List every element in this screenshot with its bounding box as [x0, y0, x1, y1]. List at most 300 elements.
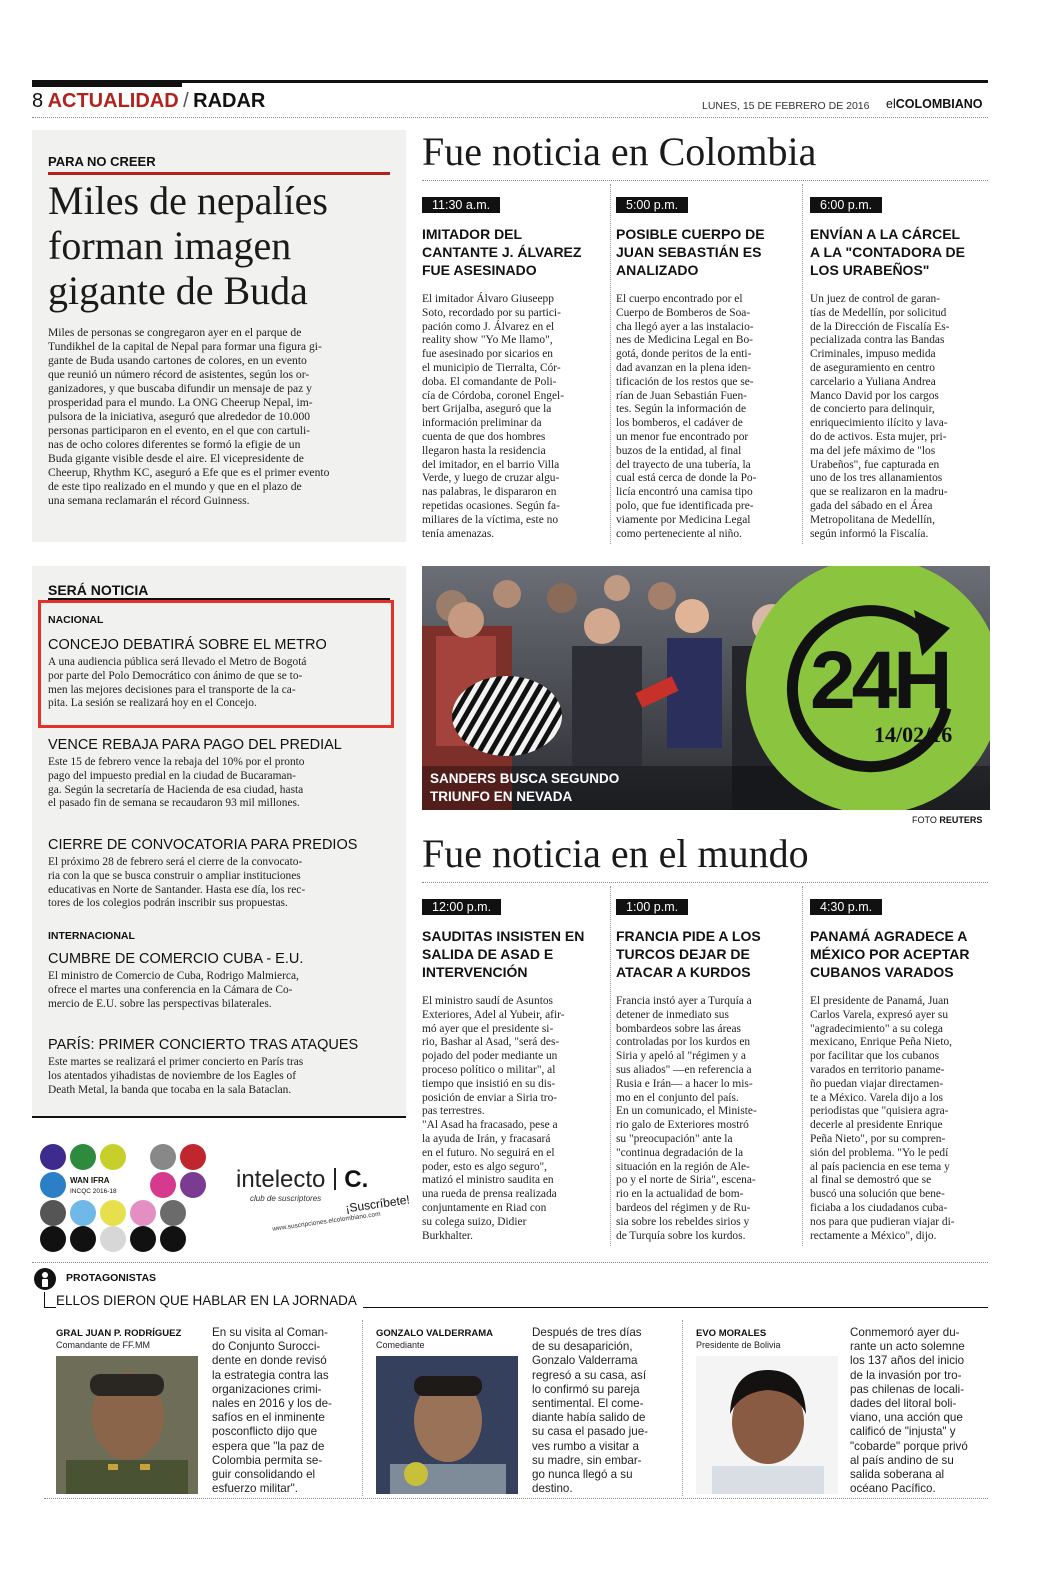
body-line: bardeos del régimen y de Ru-	[616, 1201, 751, 1214]
body-line: del imitador, en el barrio Villa	[422, 458, 560, 471]
story-body	[810, 995, 990, 1243]
item-body	[48, 656, 306, 711]
body-line: repetidas ocasiones. Según fa-	[422, 499, 560, 512]
item-body	[48, 856, 305, 911]
headline-line: ENVÍAN A LA CÁRCEL	[810, 226, 961, 242]
24h-label: 24H	[810, 635, 949, 726]
body-line: una rueda de prensa realizada	[422, 1188, 557, 1201]
protagonist-name: GRAL JUAN P. RODRÍGUEZ	[56, 1328, 182, 1339]
headline-line: forman imagen	[48, 223, 292, 268]
time-tag: 1:00 p.m.	[616, 899, 688, 915]
color-dot	[70, 1226, 96, 1252]
protagonist-photo	[696, 1356, 838, 1494]
time-tag: 11:30 a.m.	[422, 197, 500, 213]
protagonist-name: EVO MORALES	[696, 1328, 767, 1339]
body-line: pas chilenas de locali-	[850, 1382, 965, 1396]
story-headline	[422, 225, 606, 279]
body-line: regresó a su casa, así	[532, 1368, 647, 1382]
body-line: en el futuro. No seguirá en el	[422, 1146, 555, 1159]
story-body	[422, 293, 606, 541]
body-line: su "preocupación" ante la	[616, 1132, 733, 1145]
body-line: los 137 años del inicio	[850, 1354, 965, 1368]
time-tag: 6:00 p.m.	[810, 197, 882, 213]
color-dot	[160, 1200, 186, 1226]
issue-date: LUNES, 15 DE FEBRERO DE 2016	[702, 100, 870, 112]
body-line: bombardeos sobre las áreas	[616, 1022, 741, 1035]
body-line: mercio de E.U. sobre las perspectivas bilaterales.	[48, 997, 272, 1010]
body-line: Rusia e Irán— a hacer lo mis-	[616, 1077, 753, 1090]
body-line: viamente por Medicina Legal	[616, 513, 751, 526]
body-line: de la invasión por tro-	[850, 1368, 962, 1382]
story-body	[422, 995, 606, 1243]
body-line: ria con la que se busca construir o ampliar instituciones	[48, 869, 301, 882]
wan-ifra-badge	[36, 1140, 208, 1252]
body-line: sia sobre los rebeldes sirios y	[616, 1215, 750, 1228]
body-line: por parte del Polo Democrático con ánimo de que se to-	[48, 669, 303, 682]
body-line: Conmemoró ayer du-	[850, 1326, 960, 1339]
body-line: En un comunicado, el Ministe-	[616, 1105, 757, 1118]
headline-line: PANAMÁ AGRADECE A	[810, 928, 968, 944]
body-line: al final se demostró que se	[810, 1174, 932, 1187]
body-line: salida soberana al	[850, 1468, 945, 1482]
color-dot	[70, 1144, 96, 1170]
story-headline	[810, 927, 990, 981]
body-line: varados en territorio paname-	[810, 1063, 945, 1076]
mundo-heading-rule	[422, 882, 988, 883]
body-line: cuenta de que dos hombres	[422, 430, 546, 443]
column-rule	[610, 886, 611, 1246]
protagonistas-line-vertical	[44, 1292, 45, 1308]
body-line: fue asesinado por sicarios en	[422, 348, 553, 361]
body-line: miliares de la víctima, este no	[422, 513, 559, 526]
body-line: cía de Córdoba, coronel Engel-	[422, 389, 565, 402]
item-title: CIERRE DE CONVOCATORIA PARA PREDIOS	[48, 837, 358, 853]
column-rule	[802, 184, 803, 544]
page-number: 8	[32, 90, 44, 112]
headline-line: IMITADOR DEL	[422, 226, 523, 242]
caption-line: TRIUNFO EN NEVADA	[430, 789, 573, 804]
body-line: pecializada contra las Bandas	[810, 334, 945, 347]
headline-line: Miles de nepalíes	[48, 178, 328, 223]
column-rule	[682, 1320, 683, 1496]
item-body	[48, 756, 305, 811]
body-line: pojado del poder mediante un	[422, 1050, 558, 1063]
mundo-story	[422, 896, 606, 1243]
para-no-creer-rule	[48, 172, 390, 175]
body-line: Cheerup, Rhythm KC, aseguró a Efe que es el primer evento	[48, 466, 330, 479]
body-line: Exteriores, Adel al Yubeir, afir-	[422, 1008, 565, 1021]
body-line: mó ayer que el presidente si-	[422, 1022, 554, 1035]
body-line: Este martes se realizará el primer concierto en París tras	[48, 1056, 304, 1068]
body-line: Manco David por los cargos	[810, 389, 939, 402]
body-line: posición de enviar a Siria tro-	[422, 1091, 558, 1104]
body-line: llegaron hasta la residencia	[422, 444, 546, 457]
item-title: VENCE REBAJA PARA PAGO DEL PREDIAL	[48, 737, 342, 753]
color-dot	[180, 1172, 206, 1198]
headline-line: ATACAR A KURDOS	[616, 964, 751, 980]
body-line: personas participaron en el evento, en el que con cartuli-	[48, 424, 311, 437]
body-line: Buda gigante visible desde el aire. El vicepresidente de	[48, 452, 304, 465]
item-title: CUMBRE DE COMERCIO CUBA - E.U.	[48, 951, 304, 967]
body-line: nas palabras, le dispararon en	[422, 486, 557, 499]
body-line: "continua degradación de la	[616, 1146, 744, 1159]
intelecto-mark: C.	[344, 1166, 369, 1193]
body-line: Después de tres días	[532, 1326, 642, 1339]
section-name: ACTUALIDAD	[47, 90, 179, 112]
body-line: poder, esto es algo seguro",	[422, 1160, 548, 1173]
body-line: pulsora de la iniciativa, aseguró que alrededor de 10.000	[48, 410, 311, 423]
colombia-heading: Fue noticia en Colombia	[422, 129, 817, 174]
protagonist-text	[212, 1326, 332, 1496]
color-dot	[100, 1226, 126, 1252]
body-line: Criminales, impuso medida	[810, 348, 936, 361]
headline-line: SALIDA DE ASAD E	[422, 946, 554, 962]
body-line: lo confirmó su pareja	[532, 1382, 640, 1396]
body-line: tías de Medellín, por solicitud	[810, 306, 947, 319]
header-bottom-rule	[32, 117, 988, 118]
brand-prefix: el	[886, 97, 896, 111]
color-dot	[160, 1226, 186, 1252]
body-line: tiempo que insistió en su dis-	[422, 1077, 556, 1090]
body-line: decerle al presidente Enrique	[810, 1119, 943, 1132]
headline-line: TURCOS DEJAR DE	[616, 946, 750, 962]
body-line: ganizadores, y que buscaba difundir un mensaje de paz y	[48, 382, 312, 395]
headline-line: ANALIZADO	[616, 262, 699, 278]
body-line: Este 15 de febrero vence la rebaja del 10% por el pronto	[48, 756, 305, 768]
color-dot	[100, 1200, 126, 1226]
intelecto-divider	[334, 1168, 336, 1190]
colombia-story	[616, 194, 800, 541]
brand-logo	[886, 97, 983, 111]
body-line: de su desaparición,	[532, 1340, 633, 1354]
color-dot	[70, 1200, 96, 1226]
body-line: cual está cerca de donde la Po-	[616, 472, 757, 485]
item-body	[48, 1056, 303, 1097]
color-dot	[40, 1172, 66, 1198]
body-line: rio galo de Exteriores mostró	[616, 1119, 749, 1132]
body-line: los bomberos, el cadáver de	[616, 417, 743, 430]
body-line: nas de ocho colores diferentes se formó la efigie de un	[48, 438, 301, 451]
protagonist-photo	[56, 1356, 198, 1494]
body-line: situación en la región de Ale-	[616, 1160, 750, 1173]
protagonist-role: Presidente de Bolivia	[696, 1340, 781, 1350]
body-line: guir consolidando el	[212, 1468, 316, 1482]
body-line: calificó de "injusta" y	[850, 1425, 956, 1439]
page-header	[32, 90, 265, 116]
body-line: polo, que fue identificada pre-	[616, 499, 754, 512]
body-line: ves rumbo a visitar a	[532, 1439, 639, 1453]
body-line: Urabeños", fue capturada en	[810, 458, 940, 471]
body-line: controladas por los kurdos en	[616, 1036, 751, 1049]
intelecto-logo	[236, 1166, 368, 1194]
body-line: Siria y apeló al "régimen y a	[616, 1050, 746, 1063]
body-line: la estrategia contra las	[212, 1368, 329, 1382]
body-line: su casa el pasado jue-	[532, 1425, 649, 1439]
protagonistas-subtitle: ELLOS DIERON QUE HABLAR EN LA JORNADA	[56, 1293, 363, 1308]
body-line: esfuerzo militar".	[212, 1482, 298, 1496]
body-line: ma del jefe máximo de "los	[810, 444, 936, 457]
para-no-creer-headline	[48, 178, 398, 313]
para-no-creer-kicker: PARA NO CREER	[48, 154, 156, 169]
body-line: su madre, sin embar-	[532, 1453, 642, 1467]
body-line: ofrece el martes una conferencia en la Cámara de Co-	[48, 983, 293, 996]
body-line: Francia instó ayer a Turquía a	[616, 995, 752, 1007]
body-line: de Turquía sobre los kurdos.	[616, 1229, 746, 1242]
colombia-heading-rule	[422, 180, 988, 181]
body-line: el pasado fin de semana se recaudaron 93 mil millones.	[48, 797, 300, 810]
body-line: matizó el ministro saudita en	[422, 1174, 554, 1187]
body-line: go nunca llegó a su	[532, 1468, 633, 1482]
body-line: rectamente a México", dijo.	[810, 1229, 937, 1242]
subsection-name: RADAR	[193, 90, 266, 112]
body-line: do Conjunto Surocci-	[212, 1340, 321, 1354]
protagonist-text	[532, 1326, 648, 1496]
body-line: gante de Buda usando cartones de colores, en un evento	[48, 354, 307, 367]
color-dot	[100, 1144, 126, 1170]
body-line: organizaciones crimi-	[212, 1382, 322, 1396]
body-line: Miles de personas se congregaron ayer en el parque de	[48, 326, 302, 339]
body-line: enriquecimiento ilícito y lava-	[810, 417, 948, 430]
body-line: te a México. Varela dijo a los	[810, 1091, 943, 1104]
body-line: sus aliados" —en referencia a	[616, 1063, 752, 1076]
column-rule	[362, 1320, 363, 1496]
colombia-story	[810, 194, 990, 541]
protagonistas-label: PROTAGONISTAS	[66, 1272, 157, 1284]
body-line: detener de inmediato sus	[616, 1008, 729, 1021]
mundo-story	[810, 896, 990, 1243]
body-line: tes. Según la información de	[616, 403, 747, 416]
body-line: El imitador Álvaro Giuseepp	[422, 293, 554, 305]
story-headline	[616, 927, 800, 981]
body-line: El cuerpo encontrado por el	[616, 293, 743, 305]
body-line: buscó una solución que bene-	[810, 1188, 945, 1201]
wan-ifra-sub: INCQC 2016-18	[70, 1188, 117, 1195]
headline-line: CANTANTE J. ÁLVAREZ	[422, 244, 582, 260]
body-line: pación como J. Álvarez en el	[422, 320, 555, 333]
24h-date: 14/02/16	[874, 722, 953, 747]
body-line: "cobarde" porque privó	[850, 1439, 968, 1453]
body-line: sentimental. El come-	[532, 1397, 644, 1411]
body-line: sión del problema. "Yo le pedí	[810, 1146, 949, 1159]
body-line: Burkhalter.	[422, 1229, 473, 1242]
body-line: que reunió un número récord de asistentes, según los or-	[48, 368, 310, 381]
body-line: En su visita al Coman-	[212, 1326, 328, 1339]
24h-badge	[746, 566, 990, 810]
story-body	[810, 293, 990, 541]
photo-credit	[912, 815, 982, 825]
time-tag: 5:00 p.m.	[616, 197, 688, 213]
story-headline	[810, 225, 990, 279]
body-line: mexicano, Enrique Peña Nieto,	[810, 1036, 953, 1049]
body-line: nales en 2016 y los de-	[212, 1397, 332, 1411]
body-line: mo en el conjunto del país.	[616, 1091, 739, 1104]
headline-line: POSIBLE CUERPO DE	[616, 226, 765, 242]
body-line: ficiaba a los ciudadanos cuba-	[810, 1201, 948, 1214]
body-line: periodistas que "quisiera agra-	[810, 1105, 949, 1118]
credit-prefix: FOTO	[912, 815, 937, 825]
body-line: conjuntamente en Riad con	[422, 1201, 547, 1214]
colombia-story	[422, 194, 606, 541]
body-line: al país paciencia en ese tema y	[810, 1160, 950, 1173]
body-line: buzos de la entidad, al final	[616, 444, 742, 457]
protagonist-photo	[376, 1356, 518, 1494]
subscribe-cta[interactable]: ¡Suscríbete!	[344, 1192, 411, 1216]
protagonistas-top-rule	[32, 1262, 988, 1263]
body-line: del trayecto de una tubería, la	[616, 458, 751, 471]
body-line: Soto, recordado por su partici-	[422, 306, 561, 319]
body-line: Verde, y luego de cruzar algu-	[422, 472, 560, 485]
body-line: como perteneciente al niño.	[616, 527, 742, 540]
protagonist-role: Comediante	[376, 1340, 425, 1350]
sanders-photo	[422, 566, 990, 810]
body-line: Tundikhel de la capital de Nepal para formar una figura gi-	[48, 340, 322, 353]
body-line: diante había salido de	[532, 1411, 646, 1425]
column-rule	[610, 184, 611, 544]
nacional-label: NACIONAL	[48, 614, 104, 626]
body-line: reality show "Yo Me llamo",	[422, 334, 553, 347]
color-dot	[180, 1144, 206, 1170]
body-line: do de activos. Esta mujer, pri-	[810, 430, 947, 443]
item-title: PARÍS: PRIMER CONCIERTO TRAS ATAQUES	[48, 1037, 359, 1053]
body-line: posconflicto dijo que	[212, 1425, 318, 1439]
body-line: los atentados yihadistas de noviembre de los Eagles of	[48, 1069, 297, 1082]
headline-line: CUBANOS VARADOS	[810, 964, 954, 980]
body-line: pago del impuesto predial en la ciudad de Bucaraman-	[48, 769, 296, 782]
para-no-creer-body	[48, 326, 396, 508]
body-line: cha llegó ayer a las instalacio-	[616, 320, 754, 333]
body-line: su colega suizo, Didier	[422, 1215, 527, 1228]
body-line: doba. El comandante de Poli-	[422, 375, 557, 388]
color-dot	[150, 1144, 176, 1170]
sera-noticia-kicker: SERÁ NOTICIA	[48, 582, 149, 598]
body-line: gada del sábado en el Área	[810, 499, 933, 512]
body-line: A una audiencia pública será llevado el Metro de Bogotá	[48, 656, 307, 668]
body-line: dades del litoral boli-	[850, 1397, 957, 1411]
body-line: El ministro de Comercio de Cuba, Rodrigo Malmierca,	[48, 970, 299, 982]
protagonist-text	[850, 1326, 968, 1496]
color-dot	[40, 1226, 66, 1252]
headline-line: SAUDITAS INSISTEN EN	[422, 928, 585, 944]
body-line: tificación de los restos que se-	[616, 375, 754, 388]
story-headline	[616, 225, 800, 279]
caption-line: SANDERS BUSCA SEGUNDO	[430, 771, 620, 786]
body-line: bert Grijalba, aseguró que la	[422, 403, 552, 416]
headline-line: LOS URABEÑOS"	[810, 262, 930, 278]
story-body	[616, 293, 800, 541]
body-line: de aseguramiento en centro	[810, 361, 935, 374]
body-line: nes de Medicina Legal en Bo-	[616, 334, 753, 347]
story-headline	[422, 927, 606, 981]
color-dot	[130, 1226, 156, 1252]
internacional-label: INTERNACIONAL	[48, 930, 135, 942]
body-line: "agradecimiento" a su colega	[810, 1022, 943, 1035]
body-line: prosperidad para el mundo. La ONG Cheerup Nepal, im-	[48, 396, 313, 409]
body-line: según informó la Fiscalía.	[810, 527, 929, 540]
body-line: men las mejores decisiones para el transporte de la ca-	[48, 683, 296, 696]
subscribe-url[interactable]: www.suscripciones.elcolombiano.com	[271, 1210, 381, 1233]
color-dot	[130, 1200, 156, 1226]
body-line: rante un acto solemne	[850, 1340, 965, 1354]
body-line: "Al Asad ha fracasado, pese a	[422, 1119, 558, 1132]
headline-line: gigante de Buda	[48, 268, 308, 313]
headline-line: JUAN SEBASTIÁN ES	[616, 244, 762, 260]
body-line: Carlos Varela, expresó ayer su	[810, 1008, 949, 1021]
body-line: carcelario a Yuliana Andrea	[810, 375, 936, 388]
protagonist-name: GONZALO VALDERRAMA	[376, 1328, 493, 1339]
body-line: uno de los tres allanamientos	[810, 472, 943, 485]
mundo-story	[616, 896, 800, 1243]
body-line: la ayuda de Irán, y fracasará	[422, 1132, 551, 1145]
time-tag: 4:30 p.m.	[810, 899, 882, 915]
body-line: por facilitar que los cubanos	[810, 1050, 940, 1063]
body-line: Peña Nieto", por su compren-	[810, 1132, 946, 1145]
item-body	[48, 970, 299, 1011]
headline-line: A LA "CONTADORA DE	[810, 244, 965, 260]
body-line: viano, una acción que	[850, 1411, 963, 1425]
body-line: Metropolitana de Medellín,	[810, 513, 935, 526]
body-line: ga. Según la secretaría de Hacienda de esa ciudad, hasta	[48, 783, 304, 796]
headline-line: INTERVENCIÓN	[422, 964, 528, 980]
body-line: rio en la actualidad de bom-	[616, 1188, 744, 1201]
body-line: po y el norte de Siria", escena-	[616, 1174, 756, 1187]
body-line: tenía amenazas.	[422, 527, 495, 540]
sera-noticia-bottom-rule	[32, 1116, 406, 1118]
photo-caption	[430, 770, 619, 806]
body-line: rían de Juan Sebastián Fuen-	[616, 389, 747, 402]
body-line: de la Dirección de Fiscalía Es-	[810, 320, 950, 333]
body-line: gotá, donde peritos de la enti-	[616, 348, 752, 361]
body-line: proceso político o militar", al	[422, 1063, 556, 1076]
protagonist-role: Comandante de FF.MM	[56, 1340, 151, 1350]
color-dot	[150, 1172, 176, 1198]
body-line: Un juez de control de garan-	[810, 293, 940, 305]
body-line: rio, Bashar al Asad, "será des-	[422, 1036, 560, 1049]
body-line: una semana reclamarán el récord Guinness.	[48, 494, 250, 507]
color-dot	[40, 1144, 66, 1170]
column-rule	[802, 886, 803, 1246]
body-line: Gonzalo Valderrama	[532, 1354, 638, 1368]
body-line: safíos en el inminente	[212, 1411, 325, 1425]
time-tag: 12:00 p.m.	[422, 899, 501, 915]
body-line: información preliminar da	[422, 417, 542, 430]
header-accent-bar	[32, 80, 182, 87]
body-line: dad avanzan en la plena iden-	[616, 361, 752, 374]
body-line: El presidente de Panamá, Juan	[810, 995, 949, 1007]
wan-ifra-label: WAN IFRA	[70, 1176, 110, 1185]
color-dot	[40, 1200, 66, 1226]
body-line: Cuerpo de Bomberos de Soa-	[616, 306, 751, 319]
body-line: dente en donde revisó	[212, 1354, 327, 1368]
protagonistas-bottom-rule	[44, 1498, 988, 1499]
body-line: tores de los colegios podrán inscribir sus propuestas.	[48, 897, 288, 910]
body-line: espera que "la paz de	[212, 1439, 325, 1453]
headline-line: FRANCIA PIDE A LOS	[616, 928, 761, 944]
mundo-heading: Fue noticia en el mundo	[422, 831, 809, 876]
story-body	[616, 995, 800, 1243]
body-line: licía encontró una camisa tipo	[616, 486, 753, 499]
body-line: de este tipo realizado en el mundo y que en el plazo de	[48, 480, 302, 493]
body-line: pita. La sesión se realizará hoy en el Concejo.	[48, 697, 257, 710]
body-line: de concierto para delinquir,	[810, 403, 935, 416]
headline-line: FUE ASESINADO	[422, 262, 537, 278]
body-line: océano Pacífico.	[850, 1482, 936, 1496]
intelecto-name: intelecto	[236, 1166, 326, 1193]
credit-agency: REUTERS	[939, 815, 983, 825]
body-line: Death Metal, la banda que tocaba en la sala Bataclan.	[48, 1083, 292, 1096]
section-separator: /	[183, 90, 189, 112]
brand-name: COLOMBIANO	[895, 97, 983, 111]
item-title: CONCEJO DEBATIRÁ SOBRE EL METRO	[48, 637, 327, 653]
